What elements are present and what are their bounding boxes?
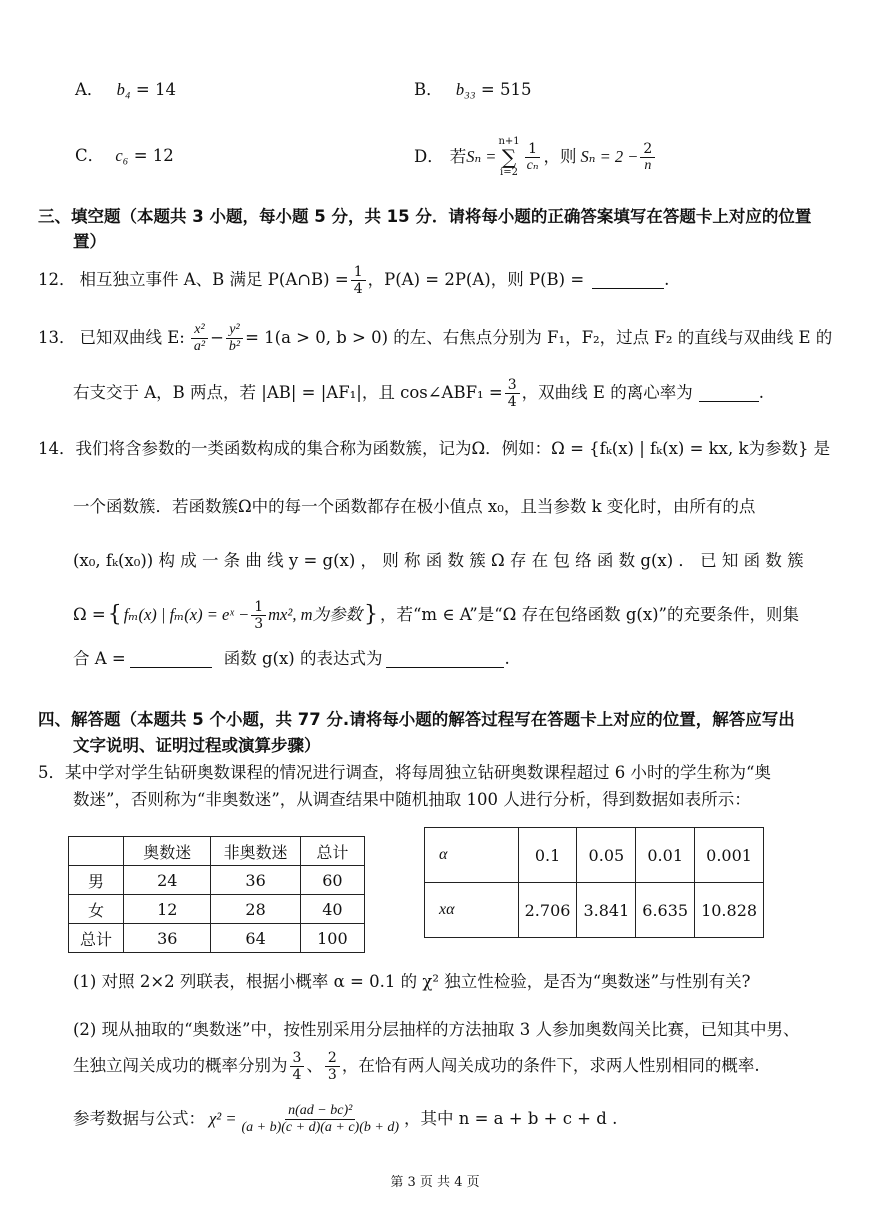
table-cell: 36 bbox=[211, 866, 300, 895]
q13-text-a: 已知双曲线 E: bbox=[79, 328, 185, 347]
q15-text-line1: 某中学对学生钻研奥数课程的情况进行调查，将每周独立钻研奥数课程超过 6 小时的学生称为“奥 bbox=[65, 763, 771, 782]
q14-set-label: 合 A = bbox=[73, 649, 126, 668]
fraction-numerator: 1 bbox=[351, 264, 366, 281]
q14-set-answer-blank[interactable] bbox=[130, 651, 212, 668]
table-row bbox=[69, 895, 365, 924]
table-cell: 0.001 bbox=[695, 828, 764, 883]
q14-func-tail: mx², m为参数 bbox=[268, 605, 362, 624]
option-b bbox=[414, 79, 531, 101]
q14-text-line1: 我们将含参数的一类函数构成的集合称为函数簇，记为Ω．例如：Ω = {fₖ(x) | fₖ(x) = kx, k为参数} 是 bbox=[75, 439, 831, 458]
table-header-row bbox=[69, 837, 365, 866]
table-cell: 10.828 bbox=[695, 883, 764, 938]
fraction-denominator: 4 bbox=[292, 1066, 302, 1083]
question-14-line2: 一个函数簇．若函数簇Ω中的每一个函数都存在极小值点 x₀，且当参数 k 变化时，由所有的点 bbox=[73, 497, 756, 516]
section4-heading-line1: 四、解答题（本题共 5 个小题，共 77 分.请将每小题的解答过程写在答题卡上对应的位置，解答应写出 bbox=[38, 710, 795, 729]
q12-fraction bbox=[351, 264, 366, 297]
table-cell: 36 bbox=[124, 924, 211, 953]
q13-answer-blank[interactable] bbox=[699, 385, 759, 402]
option-d-fraction bbox=[524, 141, 542, 174]
option-d-result-fraction bbox=[640, 141, 655, 174]
option-d bbox=[414, 133, 657, 181]
table-cell: 28 bbox=[211, 895, 300, 924]
table-cell: 0.1 bbox=[518, 828, 577, 883]
option-d-prefix: 若 bbox=[449, 147, 467, 166]
table-cell: 女 bbox=[69, 895, 124, 924]
option-c-letter: C． bbox=[75, 146, 105, 165]
fraction-numerator: y² bbox=[226, 322, 242, 339]
fraction-denominator: (a + b)(c + d)(a + c)(b + d) bbox=[241, 1119, 399, 1135]
question-14-line5 bbox=[73, 648, 510, 670]
q14-condition: ，若“m ∈ A”是“Ω 存在包络函数 g(x)”的充要条件，则集 bbox=[380, 605, 799, 624]
q13-end: . bbox=[758, 383, 764, 402]
q13-fraction-y bbox=[226, 322, 243, 355]
question-number: 13． bbox=[38, 328, 76, 347]
sum-symbol: ∑ bbox=[501, 145, 517, 169]
option-c-lhs: c₆ bbox=[115, 146, 129, 165]
question-14-line3: (x₀, fₖ(x₀)) 构 成 一 条 曲 线 y = g(x) ， 则 称 函 数 簇 Ω 存 在 包 络 函 数 g(x) ． 已 知 函 数 簇 bbox=[73, 551, 804, 570]
q14-end: . bbox=[504, 649, 510, 668]
table-header-cell: 非奥数迷 bbox=[211, 837, 300, 866]
q15-reference-formula bbox=[73, 1097, 617, 1141]
question-14-line4 bbox=[73, 593, 799, 637]
section3-heading-line2: 置） bbox=[73, 232, 106, 251]
sum-lower-bound: i=2 bbox=[500, 167, 518, 178]
fraction-denominator: 3 bbox=[327, 1066, 337, 1083]
fraction-numerator: 3 bbox=[290, 1050, 305, 1067]
table-row-x-alpha bbox=[425, 883, 764, 938]
fraction-numerator: 1 bbox=[525, 141, 540, 158]
contingency-table bbox=[68, 836, 365, 953]
table-cell: 12 bbox=[124, 895, 211, 924]
q15-part1: (1) 对照 2×2 列联表，根据小概率 α = 0.1 的 χ² 独立性检验，是否为“奥数迷”与性别有关? bbox=[73, 972, 751, 991]
question-number: 14． bbox=[38, 439, 76, 458]
fraction-denominator: 3 bbox=[254, 615, 264, 632]
fraction-denominator: 4 bbox=[353, 280, 363, 297]
table-cell: 3.841 bbox=[577, 883, 636, 938]
option-d-letter: D． bbox=[414, 147, 444, 166]
table-row-alpha bbox=[425, 828, 764, 883]
q15-part2-line1: (2) 现从抽取的“奥数迷”中，按性别采用分层抽样的方法抽取 3 人参加奥数闯关比赛，已知其中男、 bbox=[73, 1020, 800, 1039]
fraction-denominator: b² bbox=[228, 338, 241, 354]
q15-prob-fraction-2 bbox=[325, 1050, 340, 1083]
option-a bbox=[75, 79, 176, 101]
minus-sign: − bbox=[210, 328, 224, 347]
table-cell: 2.706 bbox=[518, 883, 577, 938]
critical-value-table bbox=[424, 827, 764, 938]
reference-label: 参考数据与公式： bbox=[73, 1109, 205, 1128]
table-row-label: α bbox=[425, 828, 519, 883]
fraction-numerator: 2 bbox=[325, 1050, 340, 1067]
q13-fraction-x bbox=[191, 322, 208, 355]
q13-text-d: ，双曲线 E 的离心率为 bbox=[521, 383, 693, 402]
fraction-numerator: n(ad − bc)² bbox=[285, 1103, 355, 1120]
fraction-denominator: n bbox=[644, 157, 652, 173]
q14-omega: Ω = bbox=[73, 605, 106, 624]
question-15-line1 bbox=[38, 762, 771, 784]
table-cell: 0.01 bbox=[636, 828, 695, 883]
question-number: 12． bbox=[38, 270, 76, 289]
option-c bbox=[75, 145, 174, 167]
sum-upper-bound: n+1 bbox=[498, 136, 520, 147]
q14-fraction bbox=[251, 599, 266, 632]
table-cell: 24 bbox=[124, 866, 211, 895]
separator: 、 bbox=[306, 1056, 323, 1075]
option-a-letter: A． bbox=[75, 80, 104, 99]
question-12 bbox=[38, 260, 669, 300]
fraction-denominator: 4 bbox=[507, 393, 517, 410]
fraction-numerator: 2 bbox=[640, 141, 655, 158]
table-row bbox=[69, 866, 365, 895]
option-b-letter: B． bbox=[414, 80, 443, 99]
q15-part2-line2 bbox=[73, 1044, 760, 1088]
q13-text-c: 右支交于 A，B 两点，若 |AB| = |AF₁|，且 cos∠ABF₁ = bbox=[73, 383, 503, 402]
option-b-lhs: b₃₃ bbox=[455, 80, 476, 99]
option-a-lhs: b₄ bbox=[116, 80, 131, 99]
table-cell: 64 bbox=[211, 924, 300, 953]
question-13-line1 bbox=[38, 317, 832, 359]
q13-text-b: = 1(a > 0, b > 0) 的左、右焦点分别为 F₁，F₂，过点 F₂ 的直线与双曲线 E 的 bbox=[245, 328, 833, 347]
chi-square-fraction bbox=[238, 1103, 402, 1136]
option-a-rhs: = 14 bbox=[135, 80, 176, 99]
table-header-cell: 总计 bbox=[300, 837, 364, 866]
fraction-denominator: cₙ bbox=[526, 157, 539, 173]
fraction-denominator: a² bbox=[193, 338, 206, 354]
q14-func-def: fₘ(x) | fₘ(x) = eˣ − bbox=[123, 605, 250, 624]
table-header-cell bbox=[69, 837, 124, 866]
table-cell: 40 bbox=[300, 895, 364, 924]
section4-heading-line2: 文字说明、证明过程或演算步骤） bbox=[73, 736, 321, 755]
formula-lhs: χ² = bbox=[209, 1109, 237, 1128]
q12-answer-blank[interactable] bbox=[592, 272, 664, 289]
q14-func-label: 函数 g(x) 的表达式为 bbox=[223, 649, 383, 668]
table-cell: 60 bbox=[300, 866, 364, 895]
q15-prob-fraction-1 bbox=[290, 1050, 305, 1083]
fraction-numerator: 1 bbox=[251, 599, 266, 616]
option-b-rhs: = 515 bbox=[480, 80, 532, 99]
question-13-line2 bbox=[73, 372, 764, 414]
section3-heading-line1: 三、填空题（本题共 3 小题，每小题 5 分，共 15 分．请将每小题的正确答案填写在答题卡上对应的位置 bbox=[38, 207, 812, 226]
left-brace-icon: { bbox=[107, 602, 122, 627]
option-d-mid: ，则 bbox=[543, 147, 577, 166]
q12-end: . bbox=[664, 270, 670, 289]
question-15-line2: 数迷”，否则称为“非奥数迷”，从调查结果中随机抽取 100 人进行分析，得到数据如表所示： bbox=[73, 790, 751, 809]
table-cell: 总计 bbox=[69, 924, 124, 953]
summation bbox=[498, 136, 519, 178]
question-14-line1 bbox=[38, 438, 830, 460]
fraction-numerator: x² bbox=[191, 322, 207, 339]
q12-text-a: 相互独立事件 A、B 满足 P(A∩B) = bbox=[79, 270, 349, 289]
right-brace-icon: } bbox=[364, 602, 378, 627]
q15-part2-text-a: 生独立闯关成功的概率分别为 bbox=[73, 1056, 288, 1075]
table-row bbox=[69, 924, 365, 953]
table-cell: 男 bbox=[69, 866, 124, 895]
table-cell: 0.05 bbox=[577, 828, 636, 883]
page-footer: 第 3 页 共 4 页 bbox=[390, 1175, 480, 1190]
option-d-result-lhs: Sₙ = 2 − bbox=[580, 147, 639, 166]
q13-fraction-cos bbox=[505, 377, 520, 410]
table-cell: 100 bbox=[300, 924, 364, 953]
q12-text-b: ，P(A) = 2P(A)，则 P(B) = bbox=[367, 270, 585, 289]
table-header-cell: 奥数迷 bbox=[124, 837, 211, 866]
q15-part2-text-b: ，在恰有两人闯关成功的条件下，求两人性别相同的概率. bbox=[341, 1056, 760, 1075]
formula-tail: ，其中 n = a + b + c + d . bbox=[403, 1109, 618, 1128]
table-cell: 6.635 bbox=[636, 883, 695, 938]
option-c-rhs: = 12 bbox=[133, 146, 174, 165]
option-d-sum-lhs: Sₙ = bbox=[466, 147, 497, 166]
fraction-numerator: 3 bbox=[505, 377, 520, 394]
q14-func-answer-blank[interactable] bbox=[386, 651, 504, 668]
table-row-label: xα bbox=[425, 883, 519, 938]
question-number: 5． bbox=[38, 763, 65, 782]
